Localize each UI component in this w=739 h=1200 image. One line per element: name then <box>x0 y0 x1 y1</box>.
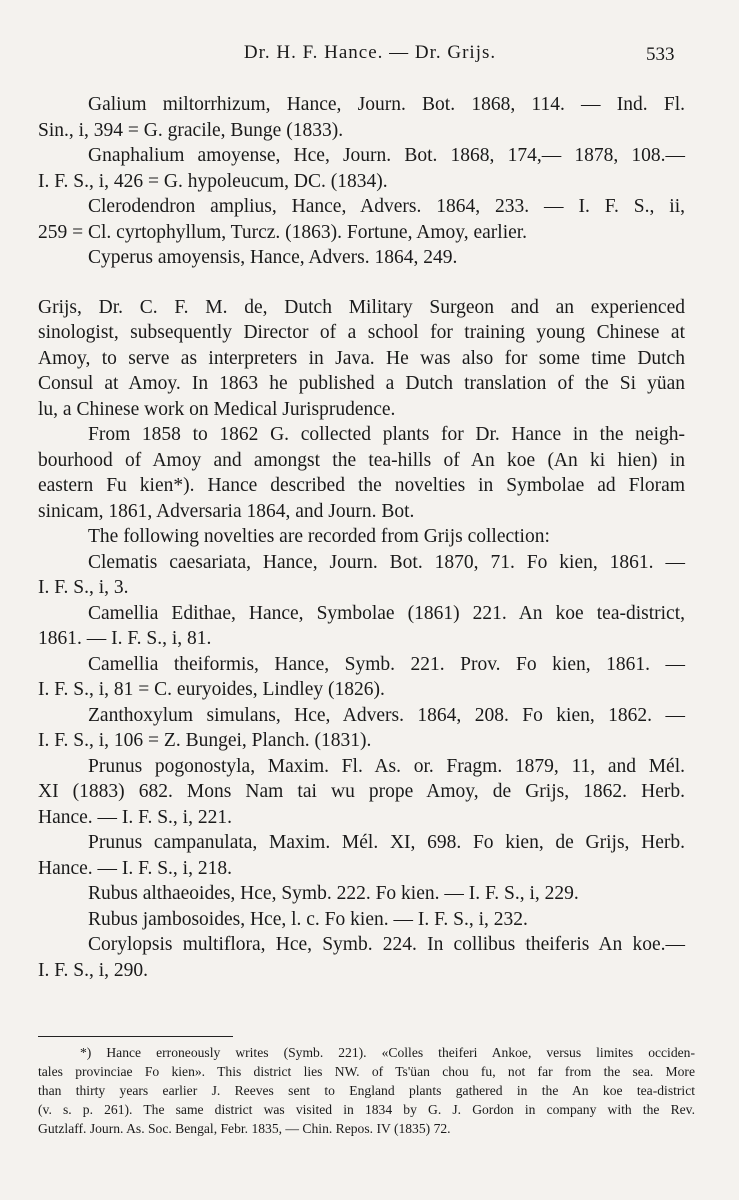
text-line: I. F. S., i, 426 = G. hypoleucum, DC. (1834). <box>38 170 388 192</box>
footnote-line: (v. s. p. 261). The same district was visited in 1834 by G. J. Gordon in company with the Rev. <box>38 1102 695 1117</box>
text-line: bourhood of Amoy and amongst the tea-hills of An koe (An ki hien) in <box>38 449 685 471</box>
text-line: Cyperus amoyensis, Hance, Advers. 1864, 249. <box>88 247 458 268</box>
text-line: eastern Fu kien*). Hance described the novelties in Symbolae ad Floram <box>38 475 685 496</box>
text-line: Galium miltorrhizum, Hance, Journ. Bot. 1868, 114. — Ind. Fl. <box>88 94 685 115</box>
footnote-line: than thirty years earlier J. Reeves sent to England plants gathered in the An koe tea-district <box>38 1083 695 1098</box>
text-line: Gnaphalium amoyense, Hce, Journ. Bot. 1868, 174,— 1878, 108.— <box>88 145 685 166</box>
text-line: From 1858 to 1862 G. collected plants for Dr. Hance in the neigh- <box>88 424 685 445</box>
running-header: Dr. H. F. Hance. — Dr. Grijs. <box>243 42 497 63</box>
text-line: lu, a Chinese work on Medical Jurisprudence. <box>38 398 396 420</box>
text-line: Corylopsis multiflora, Hce, Symb. 224. In collibus theiferis An koe.— <box>88 934 685 955</box>
footnote-line: *) Hance erroneously writes (Symb. 221). «Colles theiferi Ankoe, versus limites occiden- <box>80 1045 695 1060</box>
text-line: sinicam, 1861, Adversaria 1864, and Journ. Bot. <box>38 500 415 522</box>
text-line: Hance. — I. F. S., i, 221. <box>38 806 232 828</box>
text-line: Zanthoxylum simulans, Hce, Advers. 1864, 208. Fo kien, 1862. — <box>88 704 685 726</box>
text-line: Prunus pogonostyla, Maxim. Fl. As. or. Fragm. 1879, 11, and Mél. <box>88 755 685 777</box>
footnote-line: tales provinciae Fo kien». This district lies NW. of Ts'üan chou fu, not far from the sea. More <box>38 1064 695 1079</box>
text-line: Camellia theiformis, Hance, Symb. 221. Prov. Fo kien, 1861. — <box>88 653 685 675</box>
text-line: Amoy, to serve as interpreters in Java. He was also for some time Dutch <box>38 347 685 369</box>
text-line: Rubus jambosoides, Hce, l. c. Fo kien. — I. F. S., i, 232. <box>88 908 528 930</box>
footnote <box>38 1043 695 1138</box>
text-line: 1861. — I. F. S., i, 81. <box>38 628 212 649</box>
page-number: 533 <box>646 44 675 65</box>
text-line: Camellia Edithae, Hance, Symbolae (1861) 221. An koe tea-district, <box>88 602 685 624</box>
footnote-divider <box>38 1036 233 1037</box>
text-line: Clematis caesariata, Hance, Journ. Bot. 1870, 71. Fo kien, 1861. — <box>88 551 685 573</box>
text-line: Consul at Amoy. In 1863 he published a Dutch translation of the Si yüan <box>38 373 685 394</box>
text-line: XI (1883) 682. Mons Nam tai wu prope Amoy, de Grijs, 1862. Herb. <box>38 781 685 802</box>
text-line: Hance. — I. F. S., i, 218. <box>38 857 232 879</box>
paragraph-gap <box>38 271 685 295</box>
main-text <box>38 92 685 983</box>
text-line: Sin., i, 394 = G. gracile, Bunge (1833). <box>38 119 344 141</box>
text-line: The following novelties are recorded from Grijs collection: <box>88 526 550 547</box>
text-line: 259 = Cl. cyrtophyllum, Turcz. (1863). Fortune, Amoy, earlier. <box>38 221 528 243</box>
footnote-line: Gutzlaff. Journ. As. Soc. Bengal, Febr. 1835, — Chin. Repos. IV (1835) 72. <box>38 1121 451 1136</box>
text-line: I. F. S., i, 106 = Z. Bungei, Planch. (1831). <box>38 730 372 751</box>
text-line: Grijs, Dr. C. F. M. de, Dutch Military Surgeon and an experienced <box>38 296 685 318</box>
text-line: I. F. S., i, 3. <box>38 577 129 598</box>
text-line: Prunus campanulata, Maxim. Mél. XI, 698. Fo kien, de Grijs, Herb. <box>88 832 685 853</box>
text-line: sinologist, subsequently Director of a school for training young Chinese at <box>38 322 685 343</box>
text-line: Rubus althaeoides, Hce, Symb. 222. Fo kien. — I. F. S., i, 229. <box>88 883 579 904</box>
text-line: I. F. S., i, 290. <box>38 959 149 981</box>
text-line: I. F. S., i, 81 = C. euryoides, Lindley (1826). <box>38 679 385 700</box>
text-line: Clerodendron amplius, Hance, Advers. 1864, 233. — I. F. S., ii, <box>88 196 685 217</box>
